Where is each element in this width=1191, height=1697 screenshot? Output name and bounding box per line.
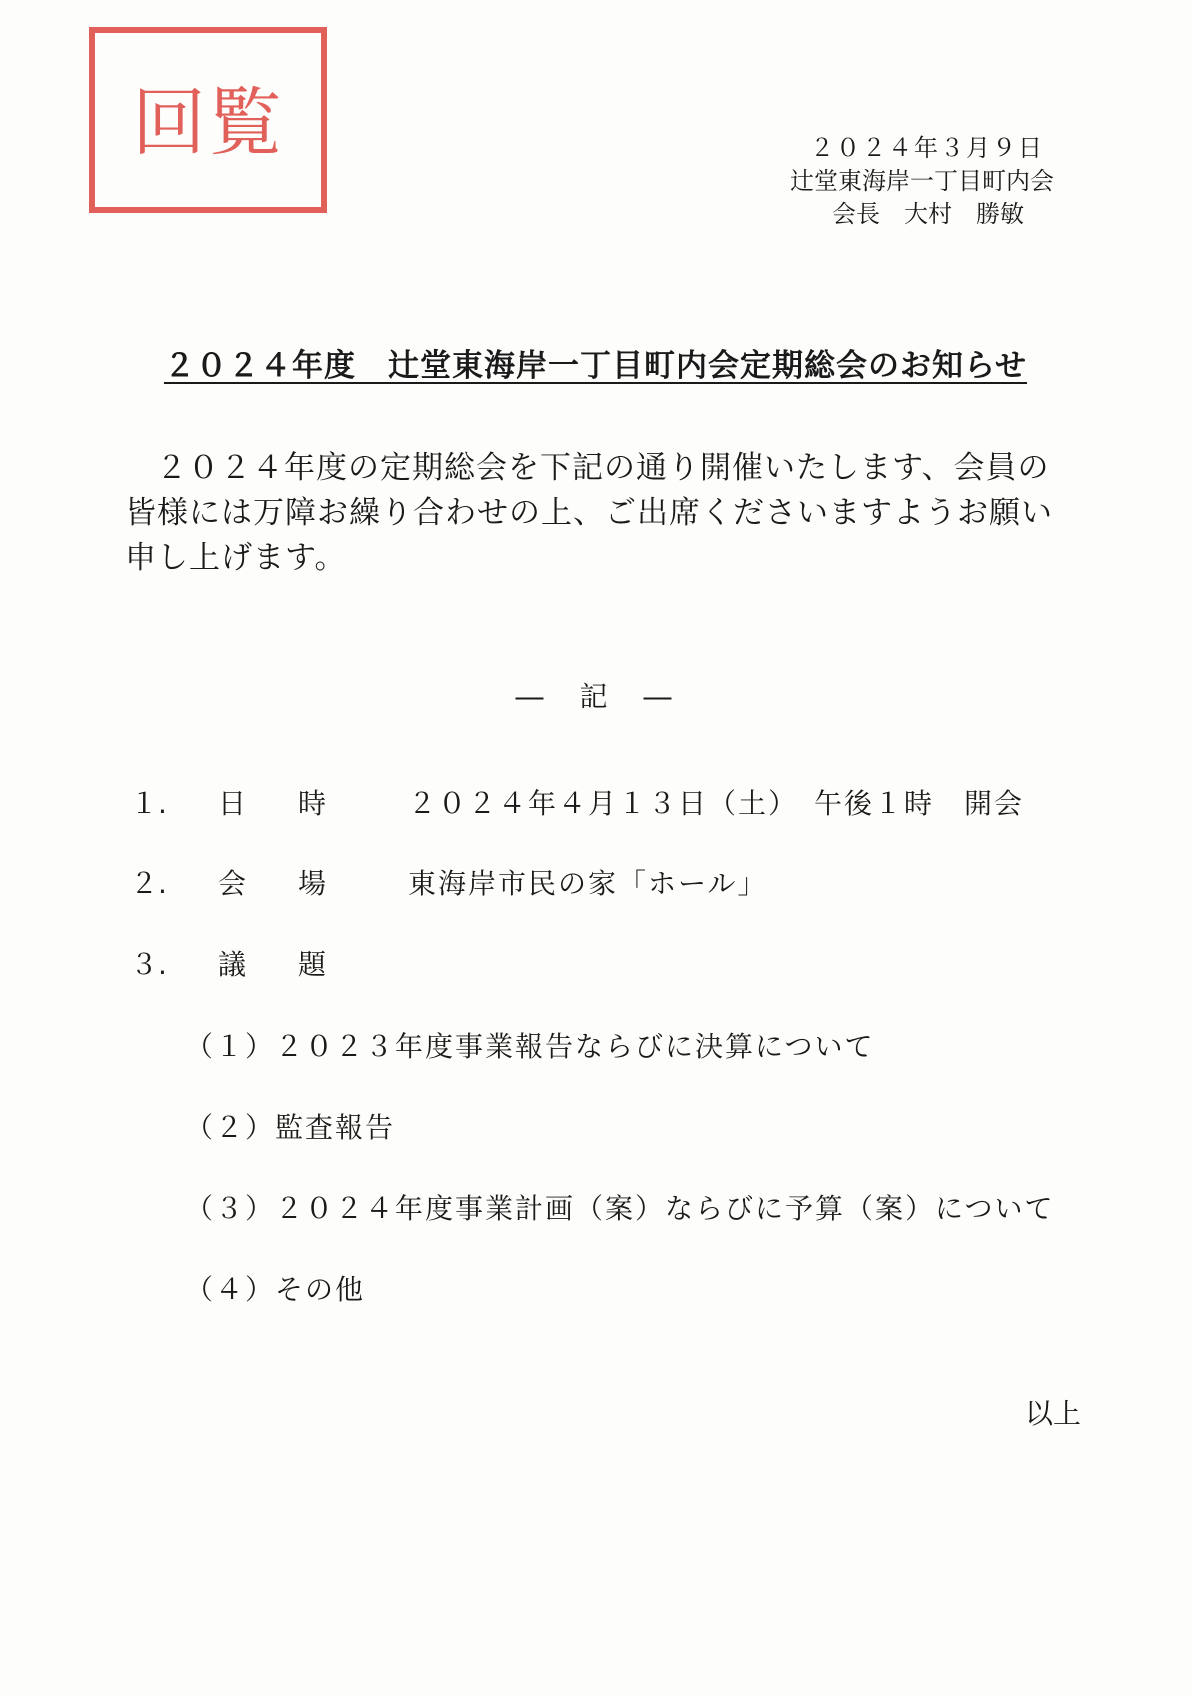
item-label: 会 場 xyxy=(218,867,339,900)
body-paragraph: ２０２４年度の定期総会を下記の通り開催いたします、会員の皆様には万障お繰り合わせの上、ご出席くださいますようお願い申し上げます。 xyxy=(125,450,1053,576)
item-datetime xyxy=(130,782,1024,822)
kairan-stamp xyxy=(89,27,327,213)
agenda-item: （３）２０２４年度事業計画（案）ならびに予算（案）について xyxy=(185,1192,1055,1225)
agenda-item: （４）その他 xyxy=(185,1273,366,1306)
item-number: ３. xyxy=(130,948,167,981)
item-value: 東海岸市民の家「ホール」 xyxy=(408,867,768,900)
document-date: ２０２４年３月９日 xyxy=(810,134,1044,162)
president-name: 会長 大村 勝敏 xyxy=(832,200,1024,228)
agenda-item: （１）２０２３年度事業報告ならびに決算について xyxy=(185,1030,875,1063)
closing-text: 以上 xyxy=(1025,1397,1082,1430)
header-block xyxy=(760,132,1120,231)
document-title: ２０２４年度 辻堂東海岸一丁目町内会定期総会のお知らせ xyxy=(163,348,1028,384)
item-label: 議 題 xyxy=(218,948,339,981)
item-number: ２. xyxy=(130,867,167,900)
agenda-item: （２）監査報告 xyxy=(185,1111,396,1144)
stamp-text: 回覧 xyxy=(132,80,284,166)
item-agenda xyxy=(130,943,408,983)
item-value: ２０２４年４月１３日（土） 午後１時 開会 xyxy=(408,787,1025,820)
item-label: 日 時 xyxy=(218,787,339,820)
ki-heading: ― 記 ― xyxy=(515,680,676,713)
item-number: １. xyxy=(130,787,167,820)
organization-name: 辻堂東海岸一丁目町内会 xyxy=(790,167,1054,195)
item-venue xyxy=(130,862,767,902)
